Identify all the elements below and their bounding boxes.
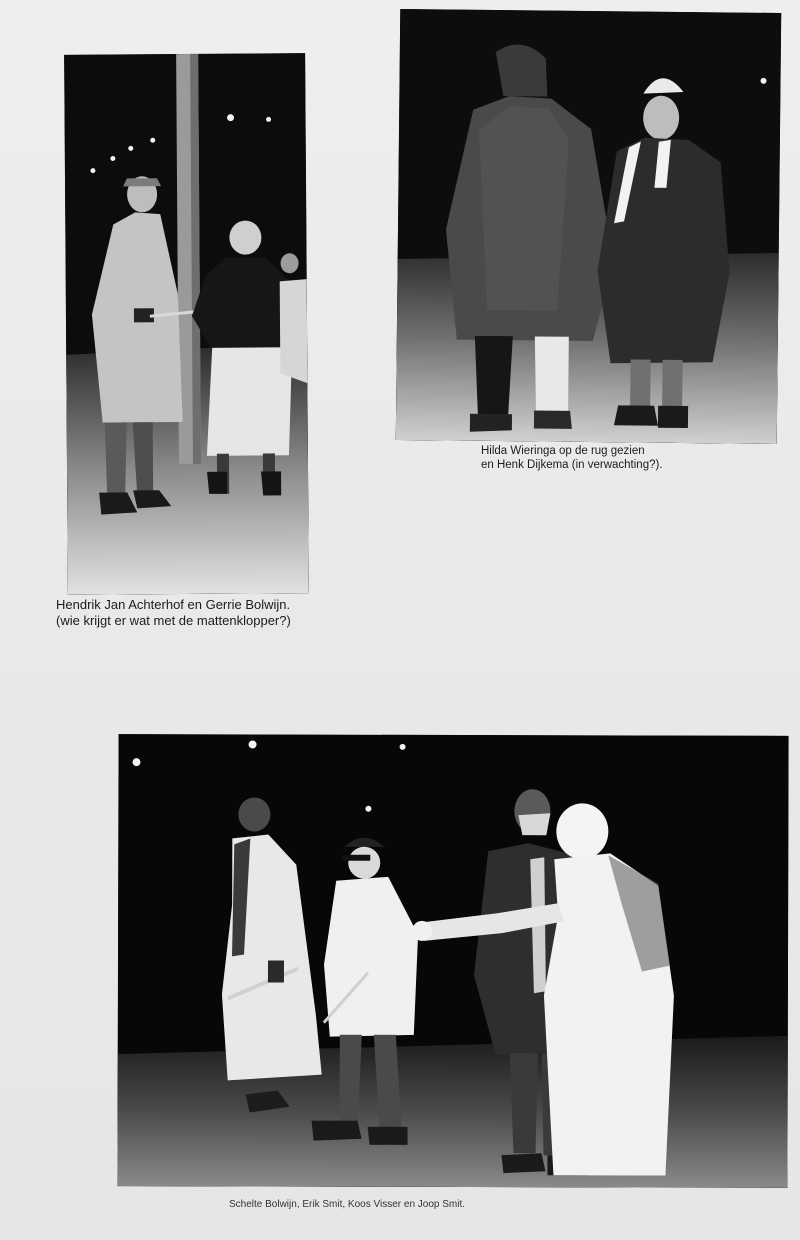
photo-skaters-with-carpet-beater (64, 53, 309, 595)
photo-2-image (396, 9, 781, 444)
caption-photo-2-line-2: en Henk Dijkema (in verwachting?). (481, 459, 663, 472)
caption-photo-1-line-2: (wie krijgt er wat met de mattenklopper?) (56, 613, 291, 629)
photo-1-image (64, 53, 309, 595)
caption-photo-1 (56, 597, 291, 630)
caption-photo-1-line-1: Hendrik Jan Achterhof en Gerrie Bolwijn. (56, 597, 291, 612)
caption-photo-2-line-1: Hilda Wieringa op de rug gezien (481, 445, 645, 457)
photo-3-image (117, 734, 788, 1188)
caption-photo-3 (229, 1199, 465, 1212)
caption-photo-2 (481, 444, 663, 473)
photo-four-costumed-skaters (117, 734, 788, 1188)
photo-couple-on-ice (396, 9, 781, 444)
caption-photo-3-line-1: Schelte Bolwijn, Erik Smit, Koos Visser en Joop Smit. (229, 1199, 466, 1210)
